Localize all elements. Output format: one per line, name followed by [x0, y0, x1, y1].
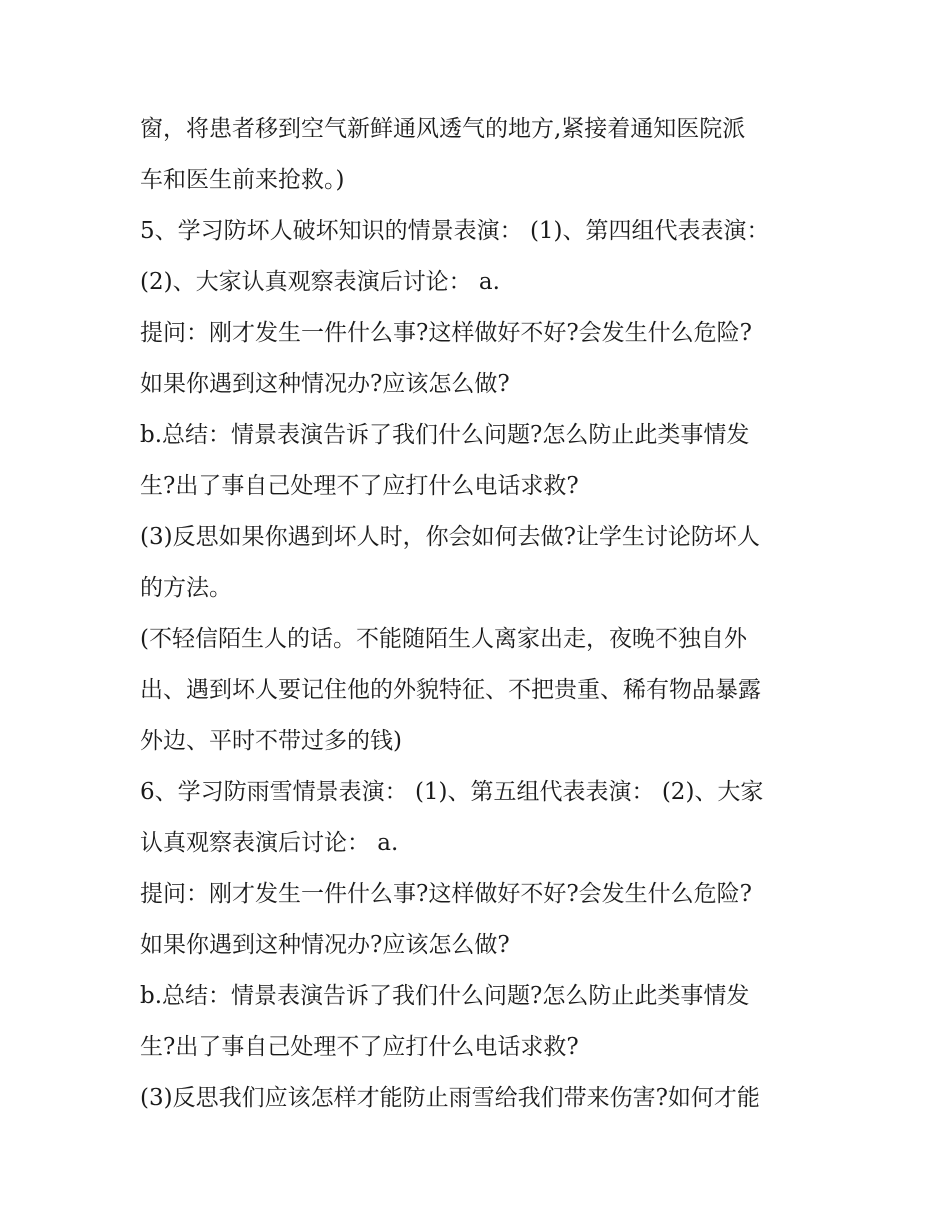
text-line: 如果你遇到这种情况办?应该怎么做?	[140, 932, 510, 958]
text-line: 提问：刚才发生一件什么事?这样做好不好?会发生什么危险?	[140, 320, 752, 346]
document-body	[140, 104, 830, 1124]
text-line: (2)、大家认真观察表演后讨论： a.	[140, 269, 500, 295]
text-line: (不轻信陌生人的话。不能随陌生人离家出走，夜晚不独自外	[140, 626, 747, 652]
text-line: 出、遇到坏人要记住他的外貌特征、不把贵重、稀有物品暴露	[140, 677, 761, 703]
text-line: 6、学习防雨雪情景表演： (1)、第五组代表表演： (2)、大家	[140, 779, 764, 805]
text-line: 生?出了事自己处理不了应打什么电话求救?	[140, 473, 579, 499]
text-line: (3)反思如果你遇到坏人时，你会如何去做?让学生讨论防坏人	[140, 524, 760, 550]
text-line: 提问：刚才发生一件什么事?这样做好不好?会发生什么危险?	[140, 881, 752, 907]
text-line: 外边、平时不带过多的钱)	[140, 728, 402, 754]
text-line: 生?出了事自己处理不了应打什么电话求救?	[140, 1034, 579, 1060]
text-line: b.总结：情景表演告诉了我们什么问题?怎么防止此类事情发	[140, 422, 750, 448]
text-line: 5、学习防坏人破坏知识的情景表演： (1)、第四组代表表演：	[140, 218, 770, 244]
text-line: b.总结：情景表演告诉了我们什么问题?怎么防止此类事情发	[140, 983, 750, 1009]
text-line: (3)反思我们应该怎样才能防止雨雪给我们带来伤害?如何才能	[140, 1085, 760, 1111]
text-line: 车和医生前来抢救。)	[140, 167, 345, 193]
text-line: 的方法。	[140, 575, 232, 601]
text-line: 认真观察表演后讨论： a.	[140, 830, 399, 856]
text-line: 如果你遇到这种情况办?应该怎么做?	[140, 371, 510, 397]
text-line: 窗，将患者移到空气新鲜通风透气的地方,紧接着通知医院派	[140, 116, 746, 142]
